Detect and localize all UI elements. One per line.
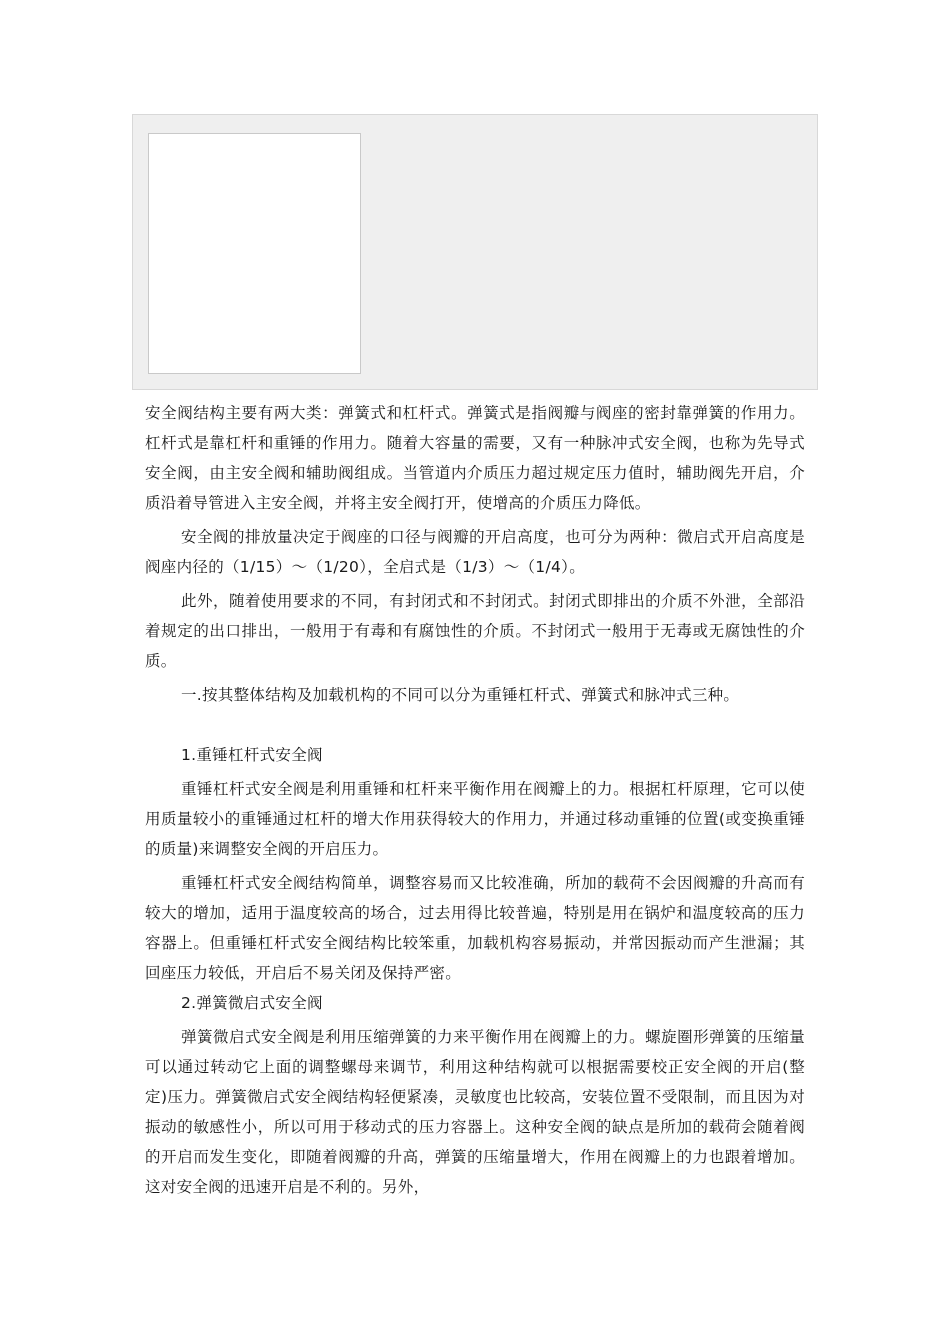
spacer [145,710,805,740]
document-body [145,398,805,1202]
paragraph-spring-principle: 弹簧微启式安全阀是利用压缩弹簧的力来平衡作用在阀瓣上的力。螺旋圈形弹簧的压缩量可以通过转动它上面的调整螺母来调节，利用这种结构就可以根据需要校正安全阀的开启(整定)压力。弹簧微启式安全阀结构轻便紧凑，灵敏度也比较高，安装位置不受限制，而且因为对振动的敏感性小，所以可用于移动式的压力容器上。这种安全阀的缺点是所加的载荷会随着阀的开启而发生变化，即随着阀瓣的升高，弹簧的压缩量增大，作用在阀瓣上的力也跟着增加。这对安全阀的迅速开启是不利的。另外， [145,1028,805,1196]
paragraph-closed-open: 此外，随着使用要求的不同，有封闭式和不封闭式。封闭式即排出的介质不外泄，全部沿着规定的出口排出，一般用于有毒和有腐蚀性的介质。不封闭式一般用于无毒或无腐蚀性的介质。 [145,592,805,670]
figure-placeholder [132,114,818,390]
paragraph-lever-features: 重锤杠杆式安全阀结构简单，调整容易而又比较准确，所加的载荷不会因阀瓣的升高而有较大的增加，适用于温度较高的场合，过去用得比较普遍，特别是用在锅炉和温度较高的压力容器上。但重锤杠杆式安全阀结构比较笨重，加载机构容易振动，并常因振动而产生泄漏；其回座压力较低，开启后不易关闭及保持严密。 [145,874,805,982]
subheading-lever-valve: 1.重锤杠杆式安全阀 [181,746,323,764]
paragraph-lever-principle: 重锤杠杆式安全阀是利用重锤和杠杆来平衡作用在阀瓣上的力。根据杠杆原理，它可以使用质量较小的重锤通过杠杆的增大作用获得较大的作用力，并通过移动重锤的位置(或变换重锤的质量)来调整安全阀的开启压力。 [145,780,805,858]
subheading-spring-valve: 2.弹簧微启式安全阀 [181,994,323,1012]
figure-image-blank [148,133,361,374]
section-heading-classification: 一.按其整体结构及加载机构的不同可以分为重锤杠杆式、弹簧式和脉冲式三种。 [181,686,740,704]
paragraph-discharge: 安全阀的排放量决定于阀座的口径与阀瓣的开启高度，也可分为两种：微启式开启高度是阀座内径的（1/15）～（1/20），全启式是（1/3）～（1/4）。 [145,528,805,576]
paragraph-valve-types: 安全阀结构主要有两大类：弹簧式和杠杆式。弹簧式是指阀瓣与阀座的密封靠弹簧的作用力。杠杆式是靠杠杆和重锤的作用力。随着大容量的需要，又有一种脉冲式安全阀，也称为先导式安全阀，由主安全阀和辅助阀组成。当管道内介质压力超过规定压力值时，辅助阀先开启，介质沿着导管进入主安全阀，并将主安全阀打开，使增高的介质压力降低。 [145,404,805,512]
